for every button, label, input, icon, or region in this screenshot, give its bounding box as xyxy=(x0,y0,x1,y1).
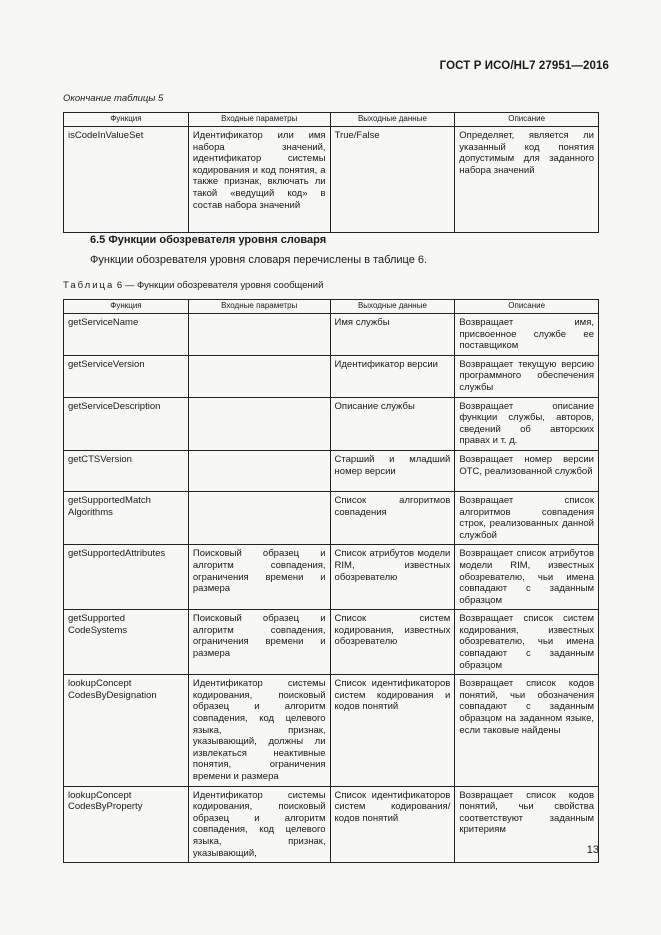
table6 xyxy=(63,299,599,863)
cell-input xyxy=(188,314,330,356)
table-row xyxy=(64,450,599,491)
cell-output: Имя службы xyxy=(330,314,455,356)
table-row xyxy=(64,127,599,233)
column-header-input: Входные параметры xyxy=(188,300,330,314)
column-header-output: Выходные данные xyxy=(330,300,455,314)
table6-caption xyxy=(63,280,323,291)
table5 xyxy=(63,112,599,233)
column-header-description: Описание xyxy=(455,300,599,314)
cell-input: Поисковый образец и алгоритм совпадения, ограничения времени и размера xyxy=(188,545,330,610)
cell-description: Возвращает список систем кодирования, известных обозревателю, чьи имена совпадают с заданным образцом xyxy=(455,610,599,675)
cell-description: Возвращает список атрибутов модели RIM, известных обозревателю, чьи имена совпадают с заданным образцом xyxy=(455,545,599,610)
table-row xyxy=(64,610,599,675)
cell-input: Идентификатор системы кодирования, поисковый образец и алгоритм совпадения, код целевого языка, признак, указывающий, xyxy=(188,786,330,863)
table-row xyxy=(64,545,599,610)
cell-output: Список атрибутов модели RIM, известных обозревателю xyxy=(330,545,455,610)
cell-output: Список систем кодирования, известных обозревателю xyxy=(330,610,455,675)
cell-output: Старший и младший номер версии xyxy=(330,450,455,491)
cell-function: getCTSVersion xyxy=(64,450,189,491)
cell-output: Описание службы xyxy=(330,397,455,450)
table6-caption-label: Таблица xyxy=(63,280,115,291)
cell-description: Определяет, является ли указанный код понятия допустимым для заданного набора значений xyxy=(455,127,599,233)
section-title: 6.5 Функции обозревателя уровня словаря xyxy=(90,234,327,246)
table5-header-row xyxy=(64,113,599,127)
cell-function: getSupported CodeSystems xyxy=(64,610,189,675)
cell-input: Идентификатор или имя набора значений, идентификатор системы кодирования и код понятия, а также признак, включать ли такой «ведущий код» в состав набора значений xyxy=(188,127,330,233)
table-row xyxy=(64,786,599,863)
cell-function: getSupportedAttributes xyxy=(64,545,189,610)
cell-function: lookupConcept CodesByDesignation xyxy=(64,675,189,786)
table-row xyxy=(64,355,599,397)
table-row xyxy=(64,491,599,544)
page-number: 13 xyxy=(586,844,599,856)
cell-input: Поисковый образец и алгоритм совпадения, ограничения времени и размера xyxy=(188,610,330,675)
cell-input xyxy=(188,397,330,450)
cell-function: getServiceName xyxy=(64,314,189,356)
cell-description: Возвращает текущую версию программного обеспечения службы xyxy=(455,355,599,397)
cell-output: Список алгоритмов совпадения xyxy=(330,491,455,544)
cell-input: Идентификатор системы кодирования, поисковый образец и алгоритм совпадения, код целевого языка, признак, указывающий, должны ли извлекаться неактивные понятия, ограничения времени и размера xyxy=(188,675,330,786)
table-row xyxy=(64,314,599,356)
table-row xyxy=(64,397,599,450)
cell-description: Возвращает список кодов понятий, чьи обозначения совпадают с заданным образцом на заданном языке, если таковые найдены xyxy=(455,675,599,786)
table-row xyxy=(64,675,599,786)
cell-input xyxy=(188,491,330,544)
table6-caption-title: 6 — Функции обозревателя уровня сообщений xyxy=(114,280,324,291)
column-header-function: Функция xyxy=(64,113,189,127)
cell-description: Возвращает описание функции службы, авторов, сведений об авторских правах и т. д. xyxy=(455,397,599,450)
cell-input xyxy=(188,355,330,397)
cell-output: Список идентификаторов систем кодирования и кодов понятий xyxy=(330,675,455,786)
cell-description: Возвращает список кодов понятий, чьи свойства соответствуют заданным критериям xyxy=(455,786,599,863)
cell-description: Возвращает список алгоритмов совпадения строк, реализованных данной службой xyxy=(455,491,599,544)
cell-function: getSupportedMatch Algorithms xyxy=(64,491,189,544)
cell-description: Возвращает имя, присвоенное службе ее поставщиком xyxy=(455,314,599,356)
column-header-description: Описание xyxy=(455,113,599,127)
cell-function: lookupConcept CodesByProperty xyxy=(64,786,189,863)
cell-input xyxy=(188,450,330,491)
standard-header: ГОСТ Р ИСО/HL7 27951—2016 xyxy=(439,60,609,72)
column-header-function: Функция xyxy=(64,300,189,314)
section-text: Функции обозревателя уровня словаря перечислены в таблице 6. xyxy=(90,254,428,266)
column-header-output: Выходные данные xyxy=(330,113,455,127)
cell-function: getServiceVersion xyxy=(64,355,189,397)
table5-caption: Окончание таблицы 5 xyxy=(63,93,164,104)
cell-function: getServiceDescription xyxy=(64,397,189,450)
cell-function: isCodeInValueSet xyxy=(64,127,189,233)
cell-output: Список идентификаторов систем кодирования/кодов понятий xyxy=(330,786,455,863)
column-header-input: Входные параметры xyxy=(188,113,330,127)
cell-output: Идентификатор версии xyxy=(330,355,455,397)
cell-description: Возвращает номер версии ОТС, реализованной службой xyxy=(455,450,599,491)
cell-output: True/False xyxy=(330,127,455,233)
table6-header-row xyxy=(64,300,599,314)
